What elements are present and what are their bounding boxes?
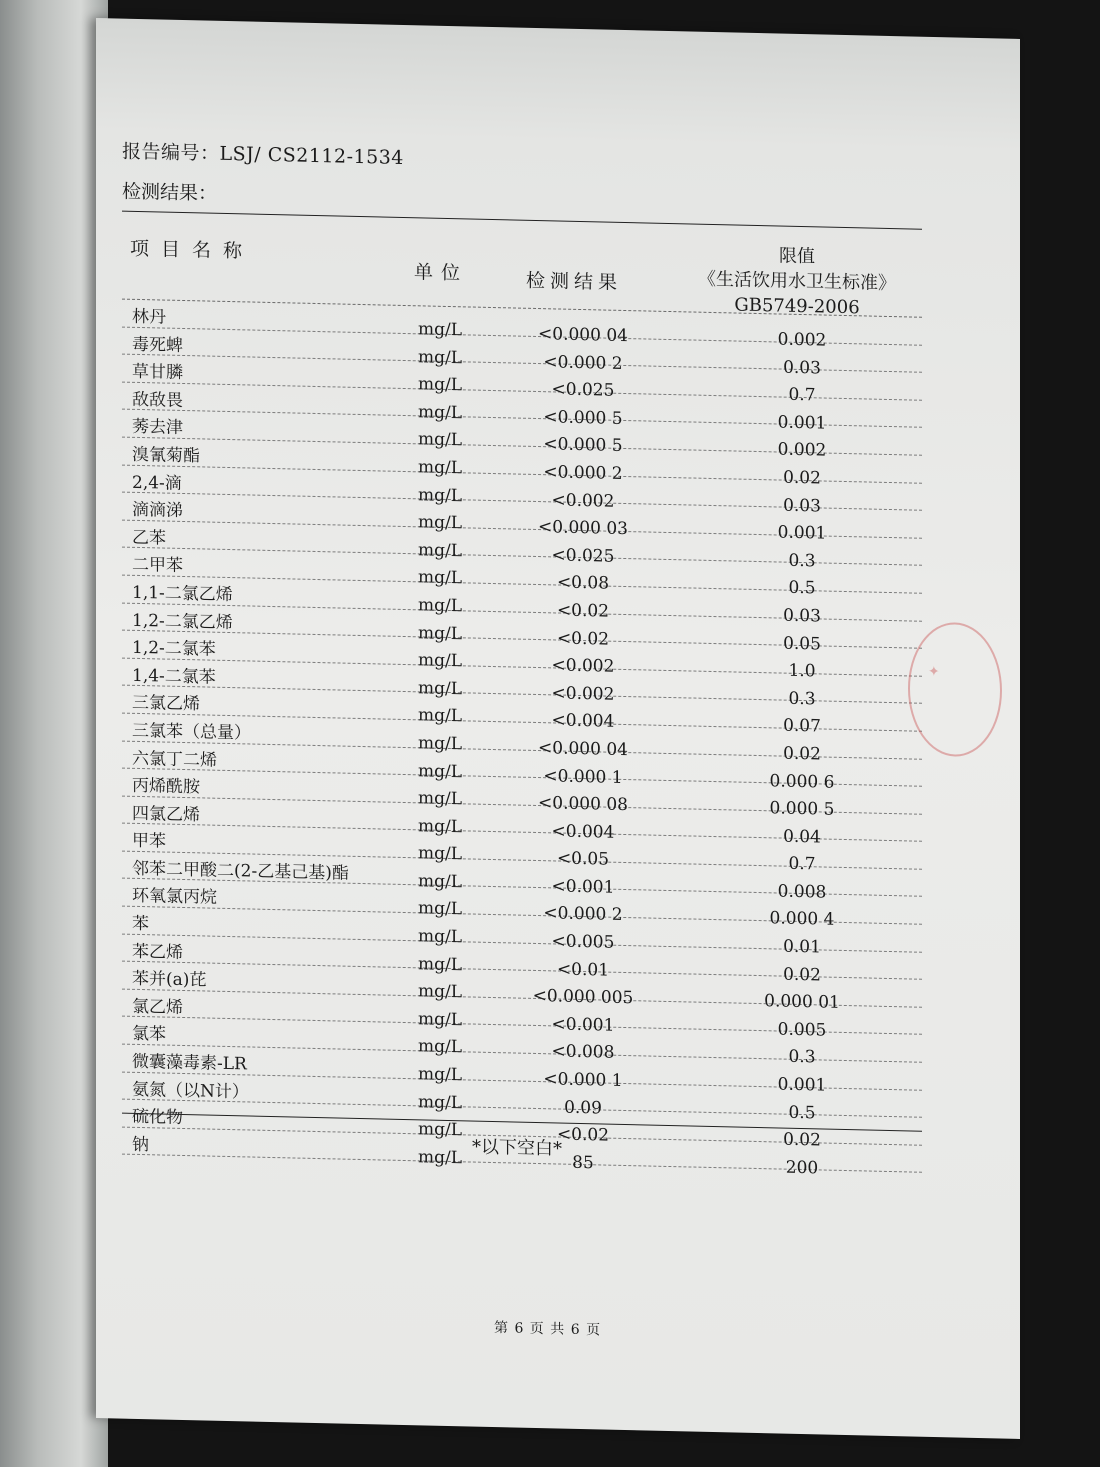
header-limit-line2: 《生活饮用水卫生标准》: [698, 268, 896, 295]
page-content: [122, 19, 922, 1437]
item-unit: mg/L: [418, 981, 463, 1003]
item-unit: mg/L: [418, 346, 463, 368]
item-name: 1,2-二氯乙烯: [132, 610, 233, 633]
header-limit: [662, 241, 932, 322]
item-result: <0.02: [556, 600, 610, 622]
item-limit: 0.001: [777, 1074, 827, 1096]
item-name: 氯苯: [132, 1024, 166, 1046]
header-limit-line1: 限值: [779, 245, 815, 268]
item-unit: mg/L: [418, 898, 463, 920]
item-name: 敌敌畏: [132, 389, 183, 411]
item-limit: 0.000 5: [769, 798, 835, 820]
item-unit: mg/L: [418, 1064, 463, 1086]
item-name: 钠: [132, 1134, 149, 1156]
item-unit: mg/L: [418, 871, 463, 893]
item-limit: 0.001: [777, 522, 827, 544]
item-result: <0.000 005: [532, 986, 634, 1009]
item-result: <0.002: [551, 489, 615, 512]
item-result: <0.002: [551, 683, 615, 705]
results-label: 检测结果：: [122, 180, 218, 205]
item-name: 莠去津: [132, 417, 183, 439]
item-unit: mg/L: [418, 843, 463, 865]
item-name: 氯乙烯: [132, 996, 183, 1018]
item-name: 乙苯: [132, 527, 166, 549]
item-result: <0.000 1: [543, 765, 623, 788]
item-unit: mg/L: [418, 319, 463, 341]
item-result: <0.000 03: [538, 517, 628, 540]
item-result: <0.001: [551, 1014, 615, 1036]
document-page: [96, 18, 1020, 1439]
item-unit: mg/L: [418, 1036, 463, 1058]
item-result: <0.008: [551, 1041, 615, 1064]
item-name: 二甲苯: [132, 555, 183, 577]
item-limit: 0.7: [788, 384, 816, 406]
item-limit: 0.002: [777, 439, 827, 461]
item-result: <0.02: [556, 1124, 610, 1146]
item-limit: 0.07: [783, 715, 821, 737]
item-result: <0.025: [551, 545, 615, 567]
item-limit: 0.002: [777, 329, 827, 351]
item-result: <0.000 2: [543, 351, 623, 374]
item-name: 2,4-滴: [132, 472, 182, 494]
item-name: 邻苯二甲酸二(2-乙基己基)酯: [132, 858, 349, 884]
item-limit: 0.005: [777, 1019, 827, 1041]
item-name: 六氯丁二烯: [132, 748, 217, 771]
item-name: 微囊藻毒素-LR: [132, 1051, 247, 1075]
item-result: <0.05: [556, 848, 610, 870]
item-limit: 0.05: [783, 633, 821, 654]
item-result: <0.004: [551, 821, 615, 843]
item-name: 1,4-二氯苯: [132, 665, 216, 688]
item-unit: mg/L: [418, 567, 463, 589]
item-unit: mg/L: [418, 512, 463, 534]
item-unit: mg/L: [418, 484, 463, 506]
item-result: 0.09: [564, 1097, 602, 1119]
item-unit: mg/L: [418, 678, 463, 700]
item-result: <0.004: [551, 710, 615, 733]
item-limit: 0.7: [788, 853, 816, 875]
header-limit-line3: GB5749-2006: [734, 294, 860, 319]
blank-note: *以下空白*: [472, 1136, 562, 1160]
item-name: 环氧氯丙烷: [132, 886, 217, 909]
underlying-sheet: [0, 0, 108, 1467]
item-unit: mg/L: [418, 733, 463, 755]
item-name: 四氯乙烯: [132, 803, 200, 826]
item-unit: mg/L: [418, 650, 463, 672]
item-result: <0.001: [551, 876, 615, 898]
item-unit: mg/L: [418, 926, 463, 948]
item-name: 氨氮（以N计）: [132, 1079, 249, 1103]
item-limit: 0.02: [783, 467, 821, 489]
item-result: 85: [572, 1152, 594, 1174]
item-result: <0.000 2: [543, 462, 623, 484]
item-unit: mg/L: [418, 788, 463, 810]
item-limit: 0.02: [783, 964, 821, 986]
item-limit: 0.5: [788, 578, 816, 599]
seal-mark-icon: ✦: [928, 663, 940, 681]
item-limit: 0.02: [783, 743, 821, 765]
item-name: 1,2-二氯苯: [132, 637, 216, 660]
item-unit: mg/L: [418, 1119, 463, 1141]
report-number: 报告编号：LSJ/ CS2112-1534: [122, 140, 404, 169]
item-result: <0.000 04: [538, 737, 628, 760]
item-limit: 0.5: [788, 1102, 816, 1123]
item-limit: 0.03: [783, 357, 821, 379]
item-name: 苯: [132, 913, 149, 935]
item-unit: mg/L: [418, 429, 463, 451]
item-result: <0.08: [556, 572, 610, 594]
item-result: <0.000 2: [543, 903, 623, 926]
item-name: 草甘膦: [132, 362, 183, 384]
item-name: 滴滴涕: [132, 499, 183, 522]
red-seal-stamp: [908, 621, 1002, 757]
item-name: 苯乙烯: [132, 941, 183, 963]
item-limit: 1.0: [788, 660, 816, 682]
item-result: <0.000 5: [543, 406, 623, 429]
item-unit: mg/L: [418, 595, 463, 617]
item-limit: 0.04: [783, 826, 821, 848]
item-unit: mg/L: [418, 402, 463, 424]
item-name: 苯并(a)芘: [132, 969, 207, 991]
item-unit: mg/L: [418, 953, 463, 975]
item-unit: mg/L: [418, 1147, 463, 1169]
top-rule: [122, 211, 922, 230]
item-result: <0.005: [551, 931, 615, 953]
item-unit: mg/L: [418, 705, 463, 727]
item-limit: 0.3: [788, 688, 816, 710]
item-limit: 0.000 6: [769, 770, 835, 793]
header-unit: 单位: [414, 261, 469, 285]
item-result: <0.025: [551, 379, 615, 401]
item-unit: mg/L: [418, 540, 463, 562]
item-limit: 0.3: [788, 550, 816, 572]
item-unit: mg/L: [418, 1009, 463, 1031]
item-unit: mg/L: [418, 374, 463, 396]
page-footer: 第 6 页 共 6 页: [494, 1320, 602, 1339]
item-limit: 0.3: [788, 1047, 816, 1068]
item-name: 1,1-二氯乙烯: [132, 582, 233, 606]
item-name: 毒死蜱: [132, 334, 183, 356]
item-name: 林丹: [132, 306, 166, 328]
item-limit: 0.000 4: [769, 908, 835, 931]
item-result: <0.002: [551, 655, 615, 677]
item-unit: mg/L: [418, 1091, 463, 1113]
item-limit: 200: [785, 1157, 819, 1179]
item-unit: mg/L: [418, 815, 463, 837]
item-limit: 0.001: [777, 412, 827, 434]
header-name: 项目名称: [130, 237, 255, 263]
item-limit: 0.008: [777, 881, 827, 903]
item-limit: 0.01: [783, 936, 821, 958]
header-result: 检测结果: [526, 269, 623, 294]
item-limit: 0.02: [783, 1129, 821, 1151]
item-unit: mg/L: [418, 760, 463, 782]
item-name: 丙烯酰胺: [132, 775, 200, 798]
item-name: 硫化物: [132, 1107, 183, 1129]
item-result: <0.000 04: [538, 324, 628, 347]
results-table: [122, 300, 922, 1179]
item-name: 三氯乙烯: [132, 693, 200, 715]
item-name: 甲苯: [132, 831, 166, 852]
item-result: <0.000 08: [538, 793, 628, 816]
item-limit: 0.000 01: [764, 991, 840, 1014]
item-unit: mg/L: [418, 457, 463, 479]
item-limit: 0.03: [783, 605, 821, 627]
item-result: <0.01: [556, 959, 610, 981]
item-name: 三氯苯（总量）: [132, 720, 251, 744]
item-unit: mg/L: [418, 622, 463, 644]
item-result: <0.02: [556, 627, 610, 650]
item-result: <0.000 1: [543, 1069, 623, 1091]
item-name: 溴氰菊酯: [132, 444, 200, 467]
item-limit: 0.03: [783, 495, 821, 517]
item-result: <0.000 5: [543, 434, 623, 457]
